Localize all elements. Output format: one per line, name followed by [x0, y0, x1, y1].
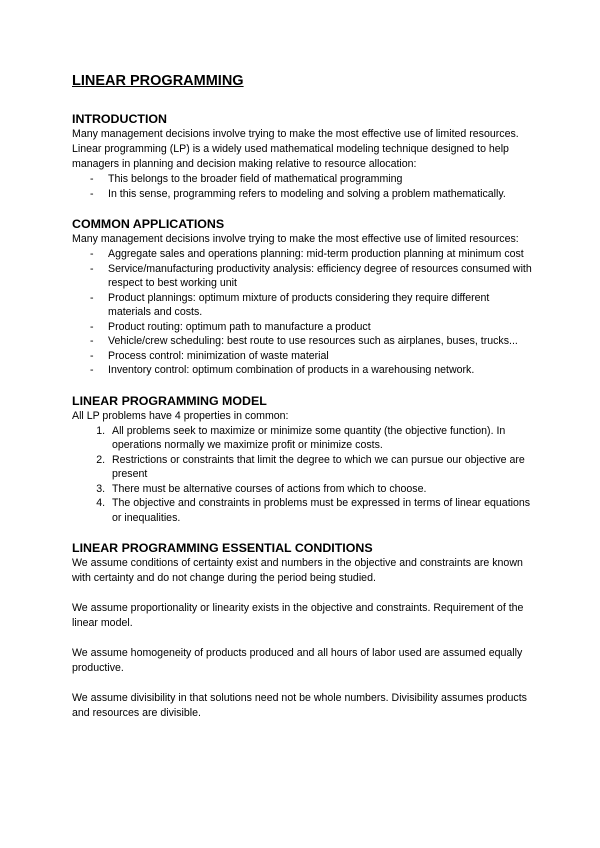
list-item: - Product plannings: optimum mixture of products considering they require different materials and costs.: [88, 291, 532, 320]
list-item: - Aggregate sales and operations planning: mid-term production planning at minimum cost: [88, 247, 532, 262]
model-intro: All LP problems have 4 properties in common:: [72, 409, 289, 422]
model-numbered-list: [72, 424, 532, 526]
list-item: - Product routing: optimum path to manufacture a product: [88, 320, 532, 335]
list-item: 1. All problems seek to maximize or minimize some quantity (the objective function). In operations normally we maximize profit or minimize costs.: [108, 424, 532, 453]
introduction-heading: INTRODUCTION: [72, 112, 167, 126]
conditions-paragraph: We assume homogeneity of products produced and all hours of labor used are assumed equally productive.: [72, 647, 523, 674]
conditions-paragraph: We assume divisibility in that solutions need not be whole numbers. Divisibility assumes products and resources are divisible.: [72, 692, 527, 719]
conditions-paragraph: We assume conditions of certainty exist and numbers in the objective and constraints are known with certainty and do not change during the period being studied.: [72, 557, 523, 584]
conditions-heading: LINEAR PROGRAMMING ESSENTIAL CONDITIONS: [72, 541, 373, 555]
list-item: 2. Restrictions or constraints that limit the degree to which we can pursue our objective are present: [108, 453, 532, 482]
list-item: - Inventory control: optimum combination of products in a warehousing network.: [88, 363, 532, 378]
list-item: 4. The objective and constraints in problems must be expressed in terms of linear equations or inequalities.: [108, 496, 532, 525]
applications-heading: COMMON APPLICATIONS: [72, 217, 225, 231]
list-item: - Process control: minimization of waste material: [88, 349, 532, 364]
list-item: - This belongs to the broader field of mathematical programming: [88, 172, 532, 187]
introduction-paragraph: Linear programming (LP) is a widely used mathematical modeling technique designed to help managers in planning and decision making relative to resource allocation:: [72, 143, 509, 170]
applications-intro: Many management decisions involve trying to make the most effective use of limited resources:: [72, 233, 519, 245]
list-item: - In this sense, programming refers to modeling and solving a problem mathematically.: [88, 187, 532, 202]
introduction-bullet-list: [72, 172, 532, 201]
model-heading: LINEAR PROGRAMMING MODEL: [72, 393, 267, 408]
conditions-paragraph: We assume proportionality or linearity exists in the objective and constraints. Requirement of the linear model.: [72, 602, 524, 629]
list-item: 3. There must be alternative courses of actions from which to choose.: [108, 482, 532, 497]
applications-bullet-list: [72, 247, 532, 378]
list-item: - Service/manufacturing productivity analysis: efficiency degree of resources consumed with respect to best working unit: [88, 262, 532, 291]
introduction-paragraph: Many management decisions involve trying to make the most effective use of limited resources.: [72, 128, 519, 140]
list-item: - Vehicle/crew scheduling: best route to use resources such as airplanes, buses, trucks...: [88, 334, 532, 349]
document-title: LINEAR PROGRAMMING: [72, 73, 244, 89]
document-page: [72, 72, 532, 721]
